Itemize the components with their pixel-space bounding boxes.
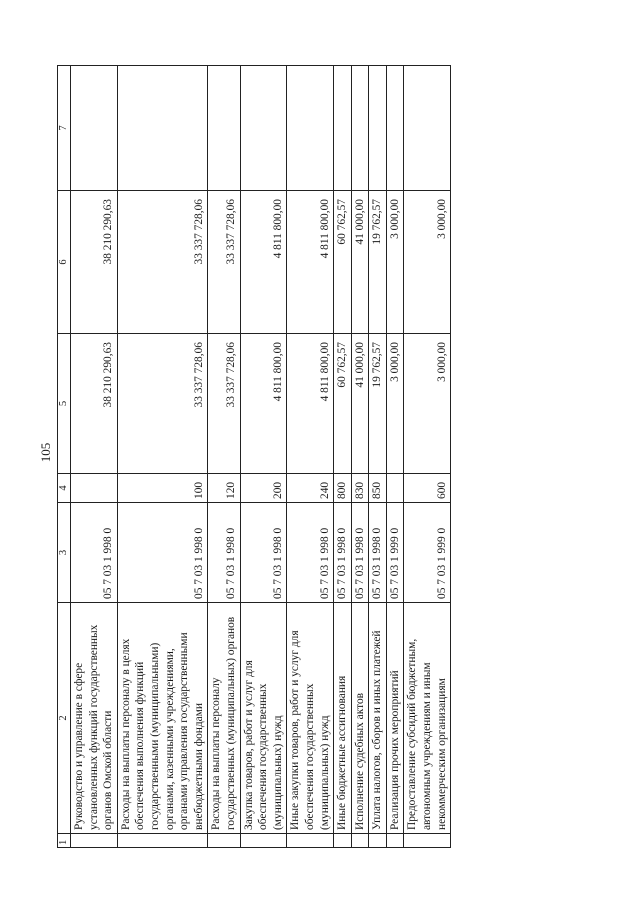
row-code-cell: 05 7 03 1 999 0 <box>404 503 451 603</box>
row-value5-cell: 3 000,00 <box>404 334 451 474</box>
row-name-cell: Расходы на выплаты персоналу в целях обеспечения выполнения функций государственными (муниципальными) органами, казенными учреждениями, органами управления государственными внебюджетными фондами <box>117 603 208 834</box>
table-row <box>208 66 240 848</box>
row-value6-cell: 41 000,00 <box>351 191 369 334</box>
row-index-cell <box>208 834 240 848</box>
row-value5-cell: 41 000,00 <box>351 334 369 474</box>
row-value5-cell: 4 811 800,00 <box>287 334 334 474</box>
row-code-cell: 05 7 03 1 998 0 <box>287 503 334 603</box>
row-code-cell: 05 7 03 1 998 0 <box>351 503 369 603</box>
header-cell: 4 <box>58 474 71 503</box>
row-group-cell: 850 <box>369 474 387 503</box>
row-code-cell: 05 7 03 1 998 0 <box>71 503 118 603</box>
row-value5-cell: 38 210 290,63 <box>71 334 118 474</box>
row-index-cell <box>404 834 451 848</box>
row-group-cell: 200 <box>240 474 287 503</box>
table-row <box>369 66 387 848</box>
row-code-cell: 05 7 03 1 999 0 <box>386 503 404 603</box>
row-name-cell: Предоставление субсидий бюджетным, автономным учреждениям и иным некоммерческим организациям <box>404 603 451 834</box>
row-group-cell <box>386 474 404 503</box>
table-row <box>117 66 208 848</box>
row-value5-cell: 3 000,00 <box>386 334 404 474</box>
table-row <box>287 66 334 848</box>
row-name-cell: Иные закупки товаров, работ и услуг для обеспечения государственных (муниципальных) нужд <box>287 603 334 834</box>
row-value5-cell: 33 337 728,06 <box>117 334 208 474</box>
row-value6-cell: 38 210 290,63 <box>71 191 118 334</box>
row-name-cell: Реализация прочих мероприятий <box>386 603 404 834</box>
row-group-cell: 830 <box>351 474 369 503</box>
row-value7-cell <box>240 66 287 191</box>
budget-table <box>57 65 451 848</box>
row-name-cell: Уплата налогов, сборов и иных платежей <box>369 603 387 834</box>
row-index-cell <box>334 834 352 848</box>
row-value6-cell: 3 000,00 <box>386 191 404 334</box>
row-code-cell: 05 7 03 1 998 0 <box>117 503 208 603</box>
row-code-cell: 05 7 03 1 998 0 <box>334 503 352 603</box>
row-group-cell: 800 <box>334 474 352 503</box>
row-index-cell <box>287 834 334 848</box>
table-header-row <box>58 66 71 848</box>
row-value5-cell: 4 811 800,00 <box>240 334 287 474</box>
table-row <box>240 66 287 848</box>
header-cell: 6 <box>58 191 71 334</box>
row-value7-cell <box>334 66 352 191</box>
row-value7-cell <box>404 66 451 191</box>
header-cell: 5 <box>58 334 71 474</box>
page-number: 105 <box>38 442 53 463</box>
row-value5-cell: 60 762,57 <box>334 334 352 474</box>
table-row <box>334 66 352 848</box>
row-group-cell: 120 <box>208 474 240 503</box>
row-value7-cell <box>71 66 118 191</box>
table-row <box>386 66 404 848</box>
row-value7-cell <box>351 66 369 191</box>
row-value6-cell: 4 811 800,00 <box>287 191 334 334</box>
row-value7-cell <box>369 66 387 191</box>
header-cell: 7 <box>58 66 71 191</box>
header-cell: 3 <box>58 503 71 603</box>
row-index-cell <box>71 834 118 848</box>
row-value6-cell: 4 811 800,00 <box>240 191 287 334</box>
row-value6-cell: 33 337 728,06 <box>208 191 240 334</box>
row-name-cell: Руководство и управление в сфере установленных функций государственных органов Омской области <box>71 603 118 834</box>
row-value6-cell: 19 762,57 <box>369 191 387 334</box>
header-cell: 1 <box>58 834 71 848</box>
row-value5-cell: 33 337 728,06 <box>208 334 240 474</box>
row-value7-cell <box>386 66 404 191</box>
row-group-cell: 240 <box>287 474 334 503</box>
row-name-cell: Иные бюджетные ассигнования <box>334 603 352 834</box>
row-index-cell <box>117 834 208 848</box>
row-name-cell: Закупка товаров, работ и услуг для обеспечения государственных (муниципальных) нужд <box>240 603 287 834</box>
row-index-cell <box>351 834 369 848</box>
row-group-cell: 100 <box>117 474 208 503</box>
row-index-cell <box>240 834 287 848</box>
table-row <box>404 66 451 848</box>
row-name-cell: Расходы на выплаты персоналу государственных (муниципальных) органов <box>208 603 240 834</box>
row-value7-cell <box>117 66 208 191</box>
row-value6-cell: 60 762,57 <box>334 191 352 334</box>
table-row <box>351 66 369 848</box>
row-code-cell: 05 7 03 1 998 0 <box>369 503 387 603</box>
row-value5-cell: 19 762,57 <box>369 334 387 474</box>
row-code-cell: 05 7 03 1 998 0 <box>240 503 287 603</box>
table-row <box>71 66 118 848</box>
row-value6-cell: 33 337 728,06 <box>117 191 208 334</box>
row-group-cell: 600 <box>404 474 451 503</box>
row-name-cell: Исполнение судебных актов <box>351 603 369 834</box>
row-group-cell <box>71 474 118 503</box>
row-code-cell: 05 7 03 1 998 0 <box>208 503 240 603</box>
header-cell: 2 <box>58 603 71 834</box>
row-index-cell <box>386 834 404 848</box>
row-value7-cell <box>208 66 240 191</box>
row-value7-cell <box>287 66 334 191</box>
row-index-cell <box>369 834 387 848</box>
row-value6-cell: 3 000,00 <box>404 191 451 334</box>
